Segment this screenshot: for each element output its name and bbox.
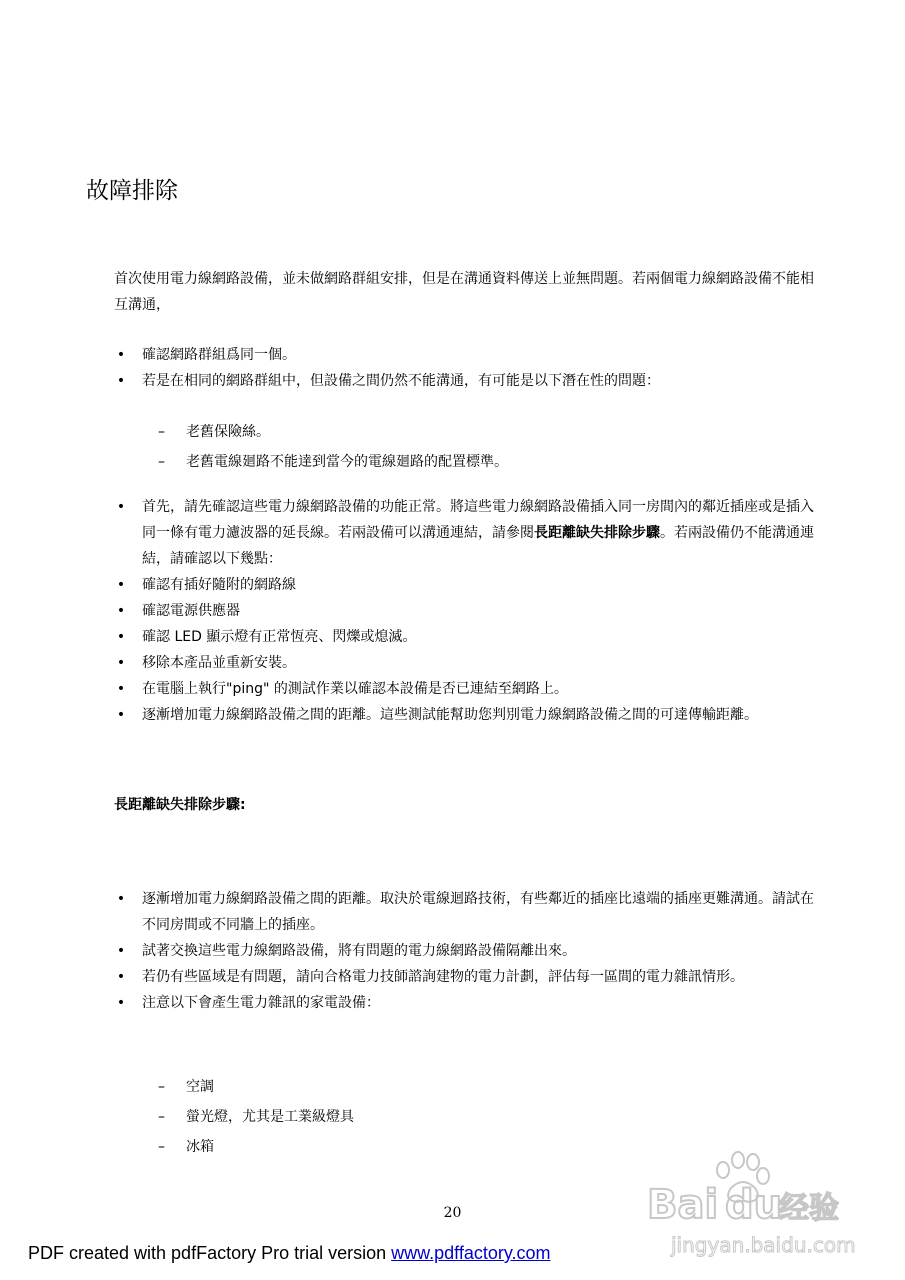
check-list-2 [114,494,826,728]
long-distance-steps [114,886,826,1016]
sub-list-item: – 螢光燈，尤其是工業級燈具 [158,1102,798,1132]
footer-text: PDF created with pdfFactory Pro trial version [28,1243,392,1263]
intro-paragraph: 首次使用電力線網路設備，並未做網路群組安排，但是在溝通資料傳送上並無問題。若兩個電力線網路設備不能相互溝通， [114,271,814,313]
dash-icon: – [158,1139,165,1155]
bullet-icon: • [116,891,126,907]
svg-text:du: du [725,1182,783,1228]
sub-list-item: – 空調 [158,1072,798,1102]
list-item: • 若仍有些區域是有問題，請向合格電力技師諮詢建物的電力計劃，評估每一區間的電力雜訊情形。 [114,964,826,990]
list-item: • 逐漸增加電力線網路設備之間的距離。取決於電線迴路技術，有些鄰近的插座比遠端的插座更難溝通。請試在不同房間或不同牆上的插座。 [114,886,826,938]
bullet-icon: • [116,577,126,593]
list-item: • 在電腦上執行"ping" 的測試作業以確認本設備是否已連結至網路上。 [114,676,826,702]
bullet-icon: • [116,499,126,515]
bullet-icon: • [116,655,126,671]
dash-icon: – [158,454,165,470]
pdffactory-link[interactable]: www.pdffactory.com [391,1243,551,1263]
list-item: • 確認 LED 顯示燈有正常恆亮、閃爍或熄滅。 [114,624,826,650]
svg-text:jingyan.baidu.com: jingyan.baidu.com [671,1233,855,1257]
bullet-icon: • [116,969,126,985]
list-item: • 確認電源供應器 [114,598,826,624]
page-number: 20 [443,1205,462,1221]
dash-icon: – [158,1109,165,1125]
list-item: • 注意以下會產生電力雜訊的家電設備： [114,990,826,1016]
check-list-1 [114,342,826,394]
list-item: • 首先，請先確認這些電力線網路設備的功能正常。將這些電力線網路設備插入同一房間內的鄰近插座或是插入同一條有電力濾波器的延長線。若兩設備可以溝通連結，請參閱長距離缺失排除步驟。若兩設備仍不能溝通連結，請確認以下幾點： [114,494,826,572]
sub-list-item: – 冰箱 [158,1132,798,1162]
list-item: • 移除本產品並重新安裝。 [114,650,826,676]
page-title: 故障排除 [86,178,178,204]
list-item: • 逐漸增加電力線網路設備之間的距離。這些測試能幫助您判別電力線網路設備之間的可達傳輸距離。 [114,702,826,728]
list-item: • 確認網路群組爲同一個。 [114,342,826,368]
bullet-icon: • [116,681,126,697]
bullet-icon: • [116,707,126,723]
svg-text:经验: 经验 [779,1191,839,1226]
dash-icon: – [158,1079,165,1095]
baidu-watermark-logo [645,1148,855,1268]
list-item: • 試著交換這些電力線網路設備，將有問題的電力線網路設備隔離出來。 [114,938,826,964]
list-item: • 若是在相同的網路群組中，但設備之間仍然不能溝通，有可能是以下潛在性的問題： [114,368,826,394]
paw-logo-icon [645,1148,855,1268]
problem-sublist [158,417,798,477]
bullet-icon: • [116,629,126,645]
section-heading: 長距離缺失排除步驟: [114,797,246,813]
bullet-icon: • [116,603,126,619]
bullet-icon: • [116,347,126,363]
bullet-icon: • [116,373,126,389]
svg-text:Bai: Bai [647,1182,719,1228]
long-distance-reference: 長距離缺失排除步驟 [534,525,660,541]
pdf-footer [28,1243,551,1264]
bullet-icon: • [116,995,126,1011]
list-item: • 確認有插好隨附的網路線 [114,572,826,598]
dash-icon: – [158,424,165,440]
sub-list-item: – 老舊保險絲。 [158,417,798,447]
sub-list-item: – 老舊電線廻路不能達到當今的電線廻路的配置標準。 [158,447,798,477]
bullet-icon: • [116,943,126,959]
